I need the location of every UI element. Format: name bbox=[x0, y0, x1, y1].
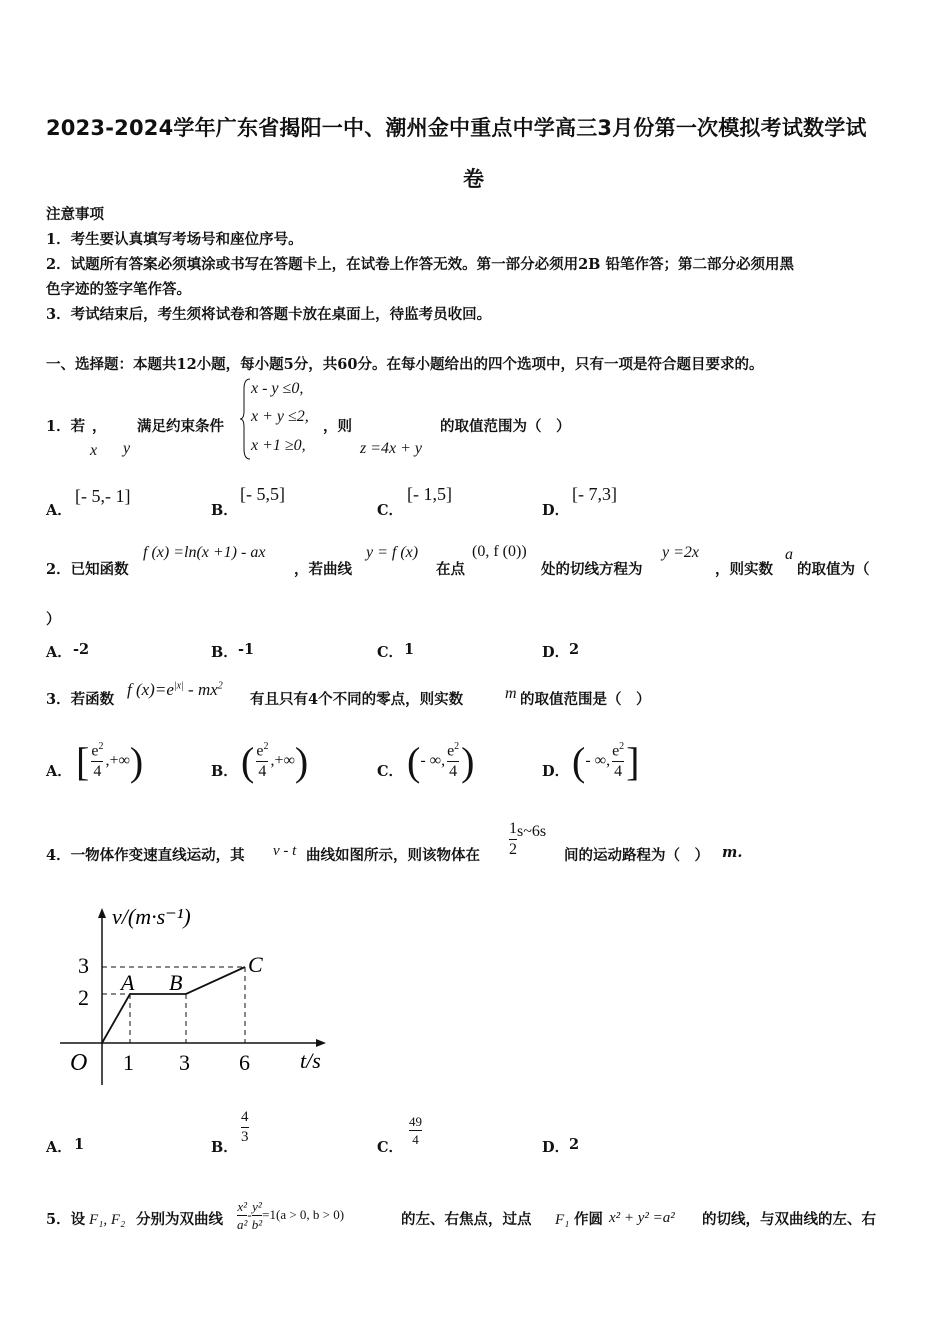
q3-text3: 的取值范围是（ ） bbox=[520, 691, 651, 708]
q3-var-m: m bbox=[505, 685, 517, 702]
q2-option-b-label: B． bbox=[211, 644, 238, 661]
q1-text4: 的取值范围为（ ） bbox=[440, 418, 571, 435]
q1-option-a-label: A． bbox=[46, 502, 72, 519]
q2-option-a-label: A． bbox=[46, 644, 72, 661]
q4-time-range: $\frac{1}{2}$ s~6s bbox=[509, 819, 547, 858]
q3-option-d-label: D． bbox=[542, 763, 570, 780]
q2-text5: ，则实数 bbox=[715, 561, 773, 578]
q1-comma: ， bbox=[92, 418, 107, 435]
section-heading: 一、选择题：本题共12小题，每小题5分，共60分。在每小题给出的四个选项中，只有一项是符合题目要求的。 bbox=[46, 356, 764, 373]
y-axis-label: v/(m·s⁻¹) bbox=[112, 904, 191, 929]
q1-option-c: [- 1,5] bbox=[407, 484, 452, 504]
q2-option-d-label: D． bbox=[542, 644, 570, 661]
point-c-label: C bbox=[248, 952, 263, 977]
q2-option-b: -1 bbox=[238, 641, 255, 658]
q2-option-c-label: C． bbox=[377, 644, 404, 661]
point-b-label: B bbox=[169, 970, 183, 995]
q1-var-y: y bbox=[123, 440, 131, 457]
q1-text3: ，则 bbox=[323, 418, 352, 435]
q5-text5: 的切线，与双曲线的左、右 bbox=[702, 1211, 876, 1228]
q1-var-x: x bbox=[90, 442, 98, 459]
q3-option-a: [ $\frac{e^2}{4}$ ,+∞ ) bbox=[76, 738, 144, 784]
q4-option-b: $\frac{4}{3}$ bbox=[241, 1109, 249, 1145]
x-axis-arrow bbox=[316, 1039, 326, 1047]
q4-option-d: 2 bbox=[569, 1136, 580, 1153]
q3-option-c: ( - ∞, $\frac{e^2}{4}$ ) bbox=[407, 738, 475, 784]
q2-option-a: -2 bbox=[73, 641, 90, 658]
q4-option-a-label: A． bbox=[46, 1139, 72, 1156]
q1-option-b: [- 5,5] bbox=[240, 484, 285, 504]
q4-vt: v - t bbox=[273, 843, 297, 859]
q4-prefix: 4．一物体作变速直线运动，其 bbox=[46, 847, 245, 864]
q2-curve: y = f (x) bbox=[366, 544, 419, 561]
q1-option-c-label: C． bbox=[377, 502, 404, 519]
x-axis-label: t/s bbox=[300, 1048, 321, 1073]
q1-option-a: [- 5,- 1] bbox=[75, 486, 131, 506]
q4-text3: 间的运动路程为（ ） bbox=[564, 847, 709, 864]
q5-text4: 作圆 bbox=[574, 1211, 603, 1228]
notice-item-3: 3．考试结束后，考生须将试卷和答题卡放在桌面上，待监考员收回。 bbox=[46, 306, 492, 323]
q2-option-d: 2 bbox=[569, 641, 580, 658]
notice-item-2: 2．试题所有答案必须填涂或书写在答题卡上，在试卷上作答无效。第一部分必须用2B 铅笔作答；第二部分必须用黑 bbox=[46, 256, 794, 273]
q2-text4: 处的切线方程为 bbox=[541, 561, 643, 578]
q5-foci: F₁, F₂ bbox=[89, 1212, 126, 1228]
q2-text6: 的取值为（ bbox=[797, 561, 870, 578]
q5-f1: F₁ bbox=[555, 1212, 570, 1228]
q2-option-c: 1 bbox=[404, 641, 415, 658]
q2-prefix: 2．已知函数 bbox=[46, 561, 129, 578]
q2-tangent: y =2x bbox=[662, 544, 699, 561]
q2-text3: 在点 bbox=[436, 561, 465, 578]
q5-circle: x² + y² =a² bbox=[609, 1210, 675, 1226]
y-axis-arrow bbox=[98, 908, 106, 918]
q2-var-a: a bbox=[785, 546, 793, 563]
q4-option-a: 1 bbox=[74, 1136, 85, 1153]
notice-item-2-cont: 色字迹的签字笔作答。 bbox=[46, 281, 191, 298]
y-tick-2: 2 bbox=[78, 985, 89, 1010]
q4-option-c-label: C． bbox=[377, 1139, 404, 1156]
q4-text2: 曲线如图所示，则该物体在 bbox=[306, 847, 480, 864]
q2-text2: ，若曲线 bbox=[294, 561, 352, 578]
page-title-cont: 卷 bbox=[463, 167, 485, 191]
q1-cond-2: x + y ≤2, bbox=[251, 408, 309, 425]
q2-close: ） bbox=[46, 611, 61, 628]
origin-label: O bbox=[70, 1050, 88, 1076]
q3-option-b-label: B． bbox=[211, 763, 238, 780]
notice-item-1: 1．考生要认真填写考场号和座位序号。 bbox=[46, 231, 303, 248]
q3-option-a-label: A． bbox=[46, 763, 72, 780]
q4-option-d-label: D． bbox=[542, 1139, 570, 1156]
q5-text3: 的左、右焦点，过点 bbox=[401, 1211, 532, 1228]
q1-option-b-label: B． bbox=[211, 502, 238, 519]
q1-text2: 满足约束条件 bbox=[137, 418, 224, 435]
q1-cond-3: x +1 ≥0, bbox=[251, 437, 306, 454]
q3-text2: 有且只有4个不同的零点，则实数 bbox=[250, 691, 464, 708]
x-tick-3: 3 bbox=[179, 1050, 190, 1075]
q5-text2: 分别为双曲线 bbox=[136, 1211, 223, 1228]
q3-function: f $(x)=e^{|x|} - mx^2$ bbox=[127, 680, 223, 699]
q3-option-b: ( $\frac{e^2}{4}$ ,+∞ ) bbox=[241, 738, 309, 784]
q4-unit: m. bbox=[722, 844, 743, 861]
point-a-label: A bbox=[121, 970, 135, 995]
q3-prefix: 3．若函数 bbox=[46, 691, 115, 708]
page-title: 2023-2024学年广东省揭阳一中、潮州金中重点中学高三3月份第一次模拟考试数学试 bbox=[46, 116, 867, 140]
q3-option-d: ( - ∞, $\frac{e^2}{4}$ ] bbox=[572, 738, 640, 784]
q1-expr: z =4x + y bbox=[360, 440, 423, 457]
q1-cond-1: x - y ≤0, bbox=[251, 380, 304, 397]
vt-graph bbox=[50, 900, 350, 1090]
q4-option-b-label: B． bbox=[211, 1139, 238, 1156]
q1-option-d-label: D． bbox=[542, 502, 570, 519]
q2-func: f (x) =ln(x +1) - ax bbox=[143, 544, 266, 561]
q1-option-d: [- 7,3] bbox=[572, 484, 617, 504]
q2-point: (0, f (0)) bbox=[472, 543, 527, 560]
y-tick-3: 3 bbox=[78, 953, 89, 978]
notice-heading: 注意事项 bbox=[46, 206, 104, 223]
x-tick-1: 1 bbox=[123, 1050, 134, 1075]
q5-hyperbola: $\frac{\text{x²}}{\text{a²}}$ - $\frac{\text{y²}}{\text{b²}}$ =1(a > 0, b > 0) bbox=[237, 1198, 345, 1232]
q5-prefix: 5．设 bbox=[46, 1211, 86, 1228]
x-tick-6: 6 bbox=[239, 1050, 250, 1075]
q1-prefix: 1．若 bbox=[46, 418, 86, 435]
q3-option-c-label: C． bbox=[377, 763, 404, 780]
q4-option-c: $\frac{49}{4}$ bbox=[409, 1114, 422, 1147]
